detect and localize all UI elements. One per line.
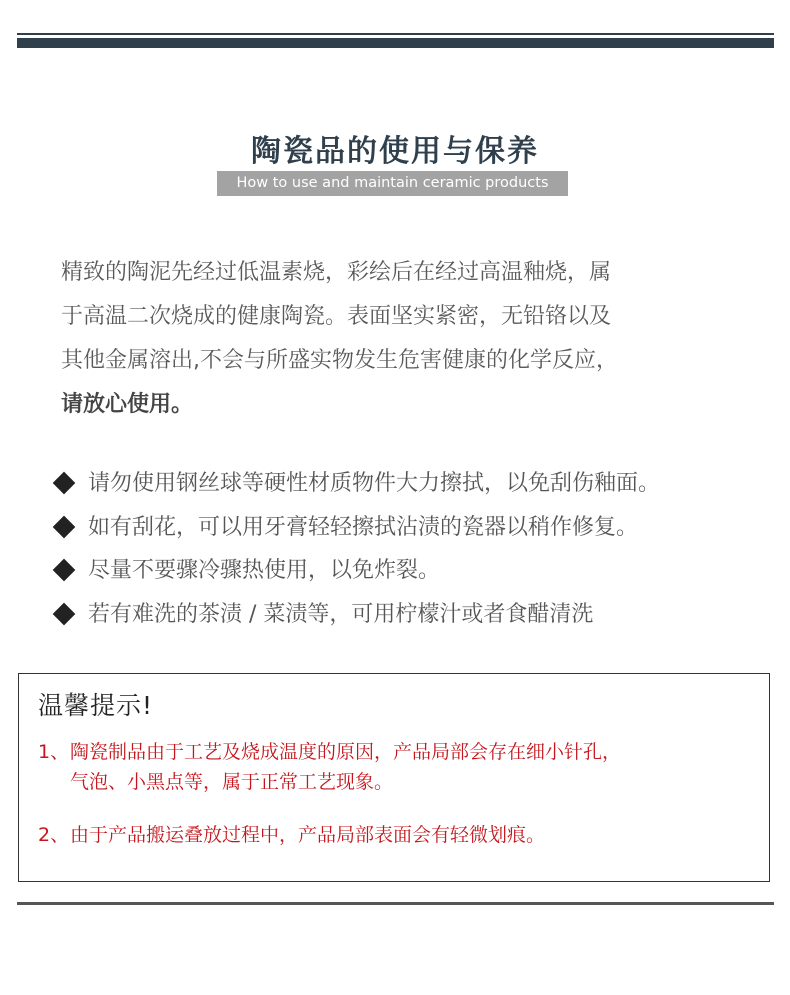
notice-box: [18, 673, 770, 882]
page-subtitle: How to use and maintain ceramic products: [217, 171, 568, 196]
list-item: [52, 462, 772, 506]
notice-item: [38, 737, 753, 797]
care-tips-list: [52, 462, 772, 636]
bottom-divider: [17, 902, 774, 905]
intro-bold-line: 请放心使用。: [61, 392, 194, 417]
diamond-bullet-icon: [53, 472, 76, 495]
tip-text: 如有刮花，可以用牙膏轻轻擦拭沾渍的瓷器以稍作修复。: [88, 514, 639, 540]
intro-line: 于高温二次烧成的健康陶瓷。表面坚实紧密，无铅铬以及: [61, 304, 612, 329]
notice-item-number: 1、: [38, 741, 70, 763]
notice-title: 温馨提示!: [38, 691, 154, 720]
diamond-bullet-icon: [53, 515, 76, 538]
list-item: [52, 506, 772, 550]
top-divider-thin: [17, 33, 774, 35]
notice-item-text: 气泡、小黑点等，属于正常工艺现象。: [70, 771, 394, 793]
diamond-bullet-icon: [53, 602, 76, 625]
list-item: [52, 549, 772, 593]
intro-paragraph: [61, 251, 741, 427]
page-title: 陶瓷品的使用与保养: [251, 134, 539, 169]
notice-item-text: 陶瓷制品由于工艺及烧成温度的原因，产品局部会存在细小针孔，: [70, 741, 622, 763]
list-item: [52, 593, 772, 637]
notice-item-text: 由于产品搬运叠放过程中，产品局部表面会有轻微划痕。: [70, 824, 546, 846]
intro-line: 其他金属溶出,不会与所盛实物发生危害健康的化学反应，: [61, 348, 618, 373]
tip-text: 尽量不要骤冷骤热使用，以免炸裂。: [88, 558, 441, 583]
tip-text: 若有难洗的茶渍 / 菜渍等，可用柠檬汁或者食醋清洗: [88, 601, 594, 627]
notice-item-number: 2、: [38, 824, 70, 846]
top-divider-thick: [17, 38, 774, 48]
notice-item: [38, 820, 753, 850]
tip-text: 请勿使用钢丝球等硬性材质物件大力擦拭，以免刮伤釉面。: [88, 471, 661, 496]
diamond-bullet-icon: [53, 559, 76, 582]
intro-line: 精致的陶泥先经过低温素烧，彩绘后在经过高温釉烧，属: [61, 260, 612, 285]
